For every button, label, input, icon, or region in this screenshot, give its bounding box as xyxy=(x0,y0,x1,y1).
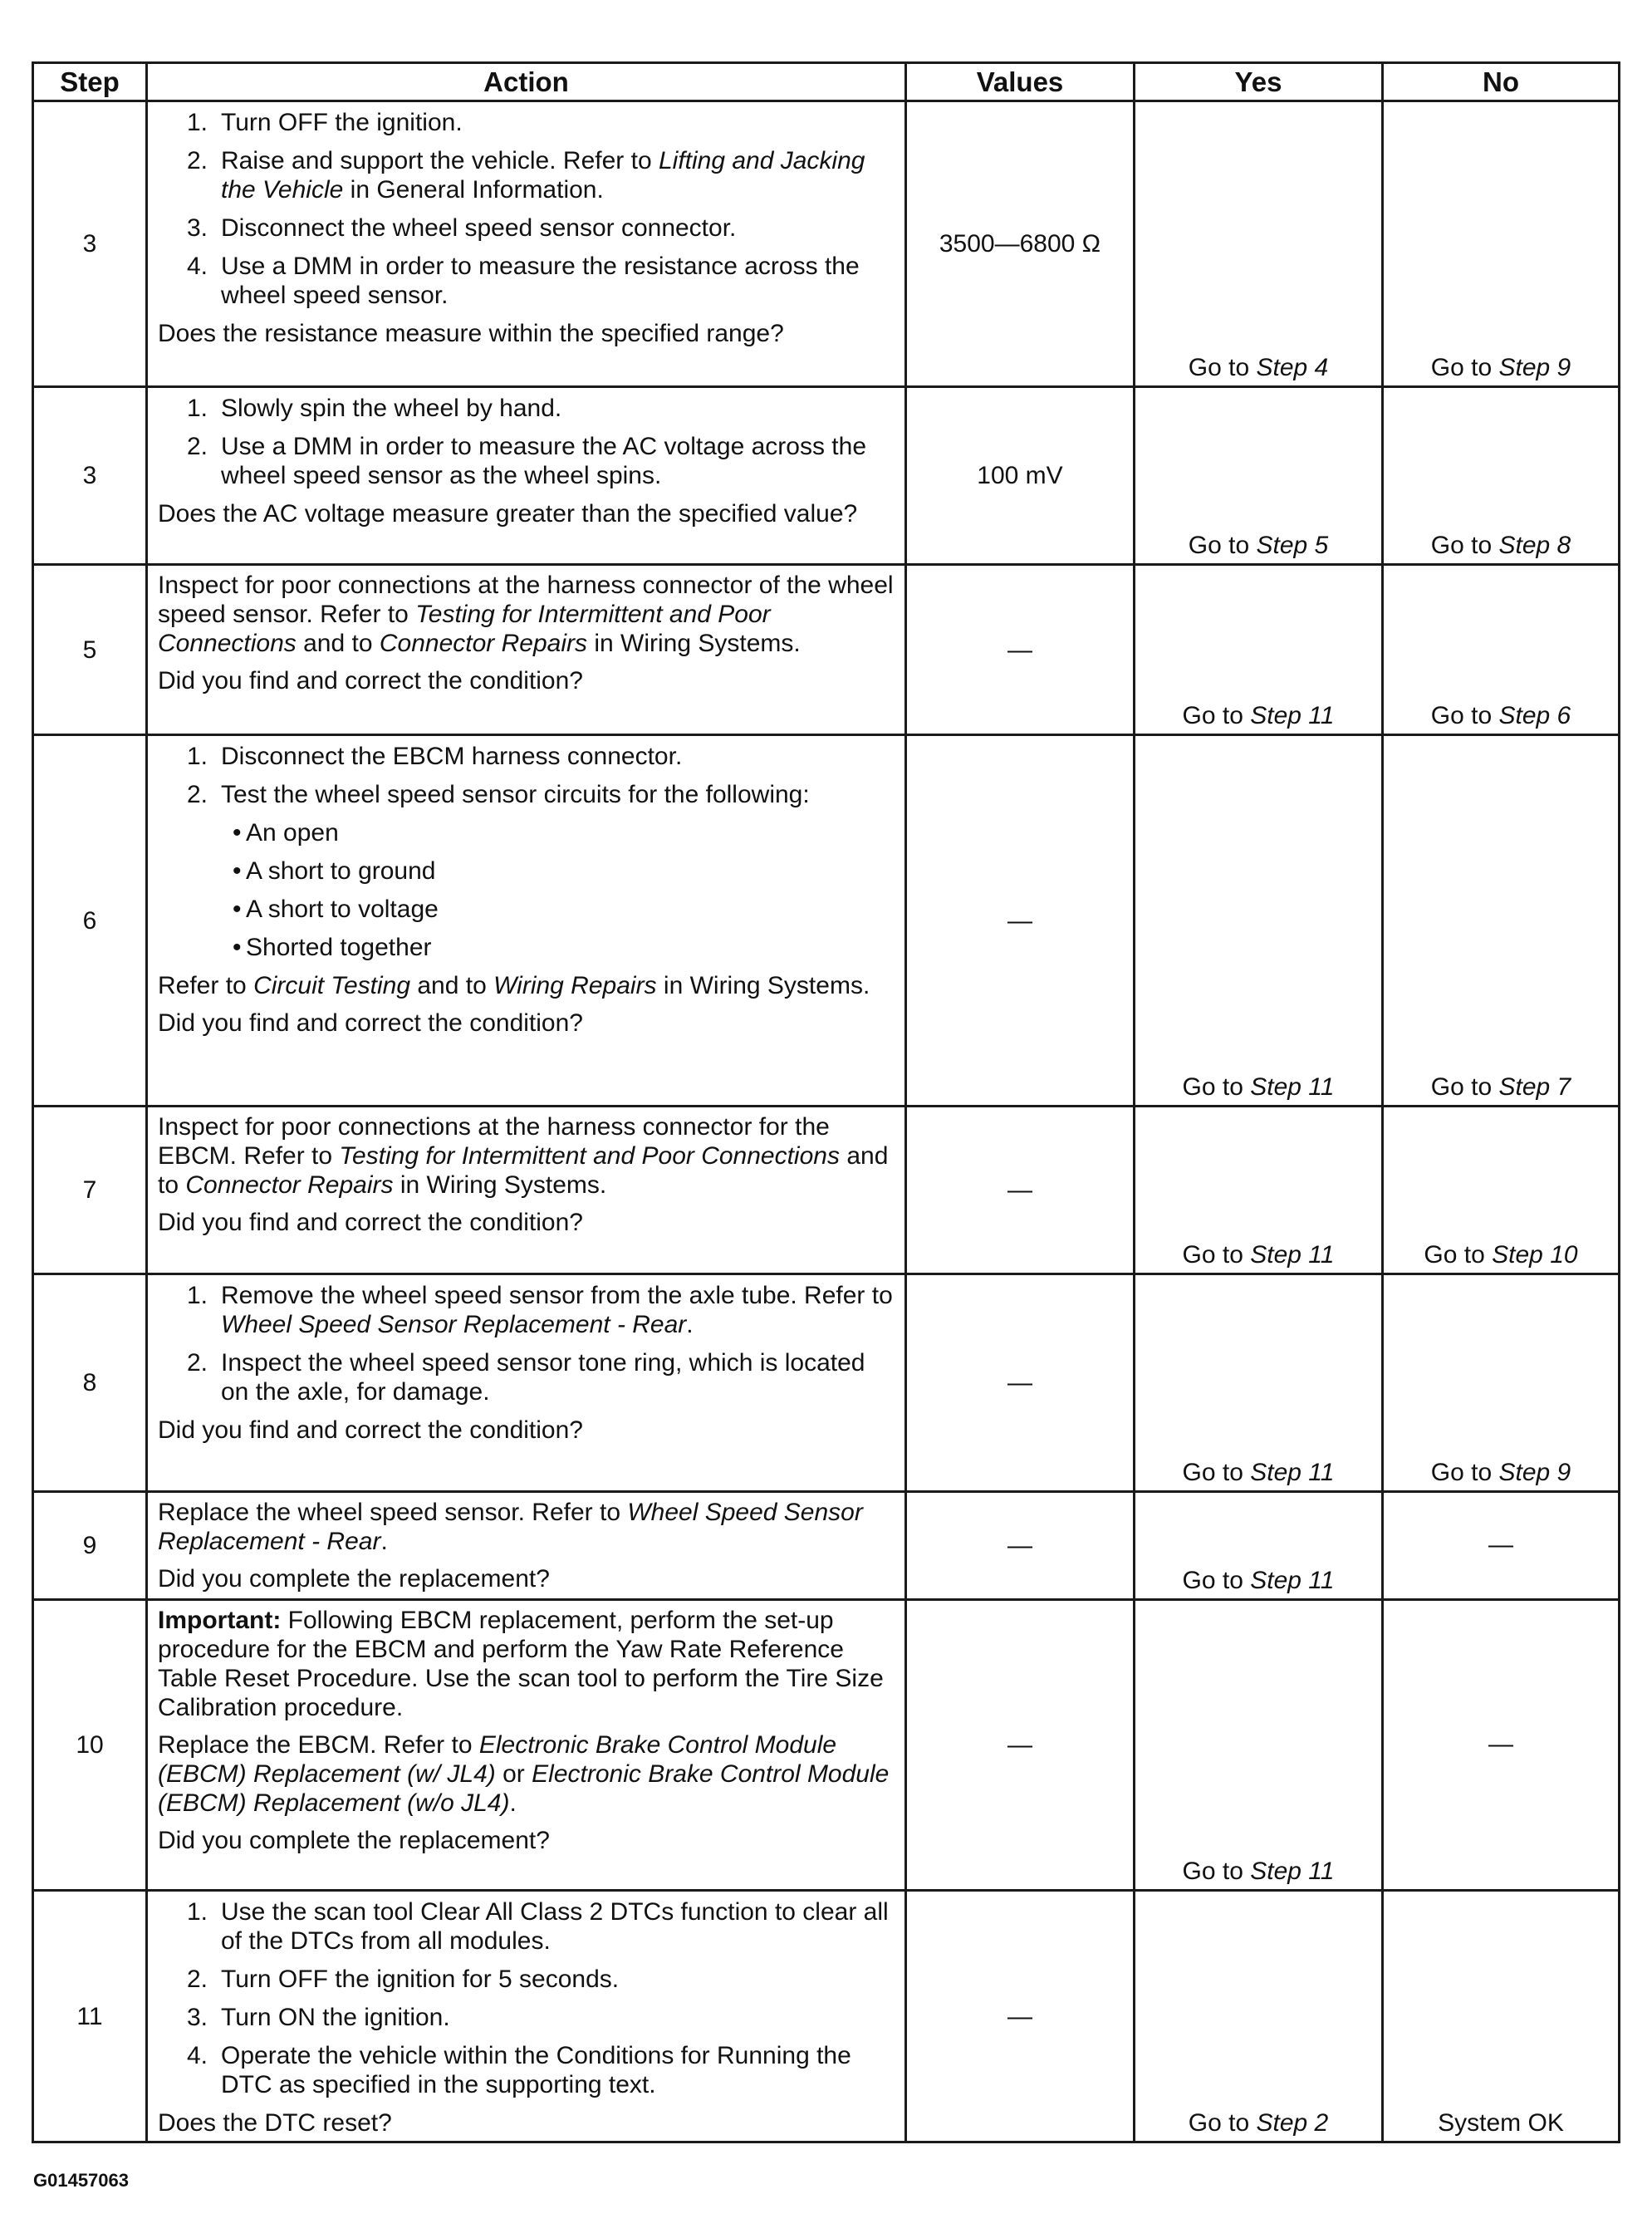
item-number: 2. xyxy=(186,147,208,174)
item-text: Operate the vehicle within the Conditions for Running the DTC as specified in the supporting text. xyxy=(221,2042,851,2098)
table-row xyxy=(33,1492,1620,1600)
numbered-item xyxy=(158,2041,898,2099)
italic-ref: Wheel Speed Sensor Replacement - Rear xyxy=(221,1311,687,1338)
step-number: 5 xyxy=(33,565,147,735)
bullet-item xyxy=(158,856,898,886)
value-cell: — xyxy=(906,1492,1135,1600)
table-row xyxy=(33,101,1620,387)
action-question: Did you find and correct the condition? xyxy=(158,667,583,694)
numbered-item xyxy=(158,394,898,423)
bullet-text: An open xyxy=(246,819,339,847)
action-cell xyxy=(147,1891,906,2142)
italic-ref: Lifting and Jacking the Vehicle xyxy=(221,147,865,204)
item-text: Turn OFF the ignition for 5 seconds. xyxy=(221,1966,620,1993)
figure-id: G01457063 xyxy=(33,2170,129,2191)
action-cell xyxy=(147,735,906,1107)
step-number: 3 xyxy=(33,387,147,565)
text-run: . xyxy=(380,1528,388,1555)
goto-text: Go to xyxy=(1430,1459,1499,1486)
goto-text: Go to xyxy=(1182,702,1251,729)
italic-ref: Electronic Brake Control Module (EBCM) Replacement (w/o JL4) xyxy=(158,1760,890,1817)
bullet-icon: • xyxy=(233,857,242,885)
step-number: 3 xyxy=(33,101,147,387)
goto-step-link[interactable]: Step 11 xyxy=(1250,702,1335,729)
text-run: in Wiring Systems. xyxy=(656,972,870,999)
table-row xyxy=(33,1107,1620,1274)
goto-step-link[interactable]: Step 2 xyxy=(1256,2109,1329,2137)
item-number: 1. xyxy=(186,109,208,136)
goto-text: Go to xyxy=(1182,1459,1251,1486)
italic-ref: Testing for Intermittent and Poor Connections xyxy=(339,1142,840,1170)
item-number: 4. xyxy=(186,253,208,280)
no-outcome: System OK xyxy=(1383,1891,1620,2142)
yes-outcome xyxy=(1135,101,1383,387)
no-outcome xyxy=(1383,565,1620,735)
text-run: Inspect for poor connections at the harness connector of the wheel speed sensor. Refer to xyxy=(158,572,894,628)
yes-outcome xyxy=(1135,1107,1383,1274)
step-number: 9 xyxy=(33,1492,147,1600)
header-row xyxy=(33,63,1620,101)
numbered-item xyxy=(158,432,898,490)
yes-outcome xyxy=(1135,1891,1383,2142)
item-number: 2. xyxy=(186,1349,208,1377)
text-run: Refer to xyxy=(158,972,254,999)
yes-outcome xyxy=(1135,1492,1383,1600)
table-row xyxy=(33,387,1620,565)
text-run: in General Information. xyxy=(343,176,604,204)
italic-ref: Wiring Repairs xyxy=(493,972,657,999)
goto-text: Go to xyxy=(1424,1241,1493,1269)
text-run: . xyxy=(509,1789,517,1817)
table-row xyxy=(33,1600,1620,1891)
numbered-item xyxy=(158,1348,898,1406)
goto-text: Go to xyxy=(1182,1241,1251,1269)
bold-label: Important: xyxy=(158,1607,282,1634)
value-cell: — xyxy=(906,1891,1135,2142)
no-outcome xyxy=(1383,101,1620,387)
table-body xyxy=(33,101,1620,2142)
goto-step-link[interactable]: Step 6 xyxy=(1498,702,1571,729)
goto-step-link[interactable]: Step 4 xyxy=(1256,354,1329,381)
goto-step-link[interactable]: Step 11 xyxy=(1250,1241,1335,1269)
step-number: 11 xyxy=(33,1891,147,2142)
item-number: 3. xyxy=(186,214,208,242)
bullet-item xyxy=(158,933,898,962)
text-run: or xyxy=(495,1760,532,1788)
text-run: and to xyxy=(158,1142,889,1199)
yes-outcome xyxy=(1135,735,1383,1107)
bullet-item xyxy=(158,895,898,924)
step-number: 10 xyxy=(33,1600,147,1891)
value-cell: 3500—6800 Ω xyxy=(906,101,1135,387)
header-values: Values xyxy=(906,63,1135,101)
table-row xyxy=(33,565,1620,735)
item-number: 1. xyxy=(186,1898,208,1926)
bullet-icon: • xyxy=(233,934,242,961)
goto-step-link[interactable]: Step 11 xyxy=(1250,1459,1335,1486)
item-number: 2. xyxy=(186,1966,208,1993)
goto-text: Go to xyxy=(1430,532,1499,559)
value-cell: — xyxy=(906,1274,1135,1492)
yes-outcome xyxy=(1135,1600,1383,1891)
goto-step-link[interactable]: Step 8 xyxy=(1498,532,1571,559)
numbered-item xyxy=(158,1897,898,1956)
text-run: Replace the EBCM. Refer to xyxy=(158,1731,479,1759)
numbered-item xyxy=(158,1965,898,1994)
italic-ref: Circuit Testing xyxy=(253,972,411,999)
item-text: Turn ON the ignition. xyxy=(221,2004,450,2031)
text-run: and to xyxy=(410,972,494,999)
numbered-item xyxy=(158,1281,898,1339)
numbered-item xyxy=(158,146,898,204)
action-question: Does the resistance measure within the specified range? xyxy=(158,320,784,347)
text-run: Inspect for poor connections at the harness connector for the EBCM. Refer to xyxy=(158,1113,830,1170)
header-no: No xyxy=(1383,63,1620,101)
value-cell: — xyxy=(906,1107,1135,1274)
action-cell xyxy=(147,565,906,735)
item-number: 4. xyxy=(186,2042,208,2069)
action-cell xyxy=(147,387,906,565)
goto-step-link[interactable]: Step 9 xyxy=(1498,354,1571,381)
italic-ref: Connector Repairs xyxy=(379,630,587,657)
item-number: 1. xyxy=(186,395,208,422)
text-run: in Wiring Systems. xyxy=(393,1171,607,1199)
action-cell xyxy=(147,1107,906,1274)
item-text: Use a DMM in order to measure the resistance across the wheel speed sensor. xyxy=(221,253,860,309)
item-text: Disconnect the EBCM harness connector. xyxy=(221,743,683,770)
item-text: Slowly spin the wheel by hand. xyxy=(221,395,562,422)
no-outcome xyxy=(1383,387,1620,565)
action-paragraph xyxy=(158,1498,898,1556)
value-cell: — xyxy=(906,1600,1135,1891)
value-cell: — xyxy=(906,565,1135,735)
no-outcome: — xyxy=(1383,1492,1620,1600)
no-outcome xyxy=(1383,1107,1620,1274)
text-run: Remove the wheel speed sensor from the axle tube. Refer to xyxy=(221,1282,893,1309)
item-text: Turn OFF the ignition. xyxy=(221,109,463,136)
yes-outcome xyxy=(1135,387,1383,565)
value-cell: — xyxy=(906,735,1135,1107)
bullet-icon: • xyxy=(233,896,242,923)
value-cell: 100 mV xyxy=(906,387,1135,565)
no-outcome: — xyxy=(1383,1600,1620,1891)
action-cell xyxy=(147,101,906,387)
action-question: Does the DTC reset? xyxy=(158,2109,392,2137)
action-paragraph xyxy=(158,1606,898,1722)
item-number: 2. xyxy=(186,781,208,808)
item-text: Test the wheel speed sensor circuits for the following: xyxy=(221,781,810,808)
bullet-text: A short to voltage xyxy=(246,896,439,923)
numbered-item xyxy=(158,780,898,809)
step-number: 6 xyxy=(33,735,147,1107)
header-step: Step xyxy=(33,63,147,101)
action-cell xyxy=(147,1600,906,1891)
item-text: Inspect the wheel speed sensor tone ring, which is located on the axle, for damage. xyxy=(221,1349,865,1406)
italic-ref: Connector Repairs xyxy=(185,1171,394,1199)
diagnostic-table xyxy=(32,61,1620,2143)
action-paragraph xyxy=(158,971,898,1000)
yes-outcome xyxy=(1135,1274,1383,1492)
item-number: 2. xyxy=(186,433,208,460)
action-question: Did you complete the replacement? xyxy=(158,1565,550,1593)
step-number: 7 xyxy=(33,1107,147,1274)
table-row xyxy=(33,1274,1620,1492)
goto-step-link[interactable]: Step 5 xyxy=(1256,532,1329,559)
yes-outcome xyxy=(1135,565,1383,735)
action-paragraph xyxy=(158,1730,898,1818)
bullet-item xyxy=(158,818,898,847)
goto-text: Go to xyxy=(1182,1567,1251,1594)
goto-step-link[interactable]: Step 11 xyxy=(1250,1858,1335,1885)
action-question: Does the AC voltage measure greater than the specified value? xyxy=(158,500,858,528)
text-run: Raise and support the vehicle. Refer to xyxy=(221,147,659,174)
item-text: Use a DMM in order to measure the AC voltage across the wheel speed sensor as the wheel spins. xyxy=(221,433,867,489)
action-question: Did you find and correct the condition? xyxy=(158,1416,583,1444)
goto-text: Go to xyxy=(1430,354,1499,381)
goto-text: Go to xyxy=(1430,1073,1499,1101)
numbered-item xyxy=(158,108,898,137)
no-outcome xyxy=(1383,735,1620,1107)
item-text: Disconnect the wheel speed sensor connector. xyxy=(221,214,737,242)
italic-ref: Electronic Brake Control Module (EBCM) Replacement (w/ JL4) xyxy=(158,1731,837,1788)
text-run: Following EBCM replacement, perform the set-up procedure for the EBCM and perform the Yaw Rate Reference Table Reset Procedure. Use the scan tool to perform the Tire Size Calibration procedure. xyxy=(158,1607,884,1721)
step-number: 8 xyxy=(33,1274,147,1492)
italic-ref: Testing for Intermittent and Poor Connections xyxy=(158,601,771,657)
numbered-item xyxy=(158,742,898,771)
bullet-icon: • xyxy=(233,819,242,847)
goto-text: Go to xyxy=(1188,354,1257,381)
numbered-item xyxy=(158,252,898,310)
text-run: . xyxy=(686,1311,694,1338)
action-question: Did you find and correct the condition? xyxy=(158,1209,583,1236)
action-cell xyxy=(147,1274,906,1492)
action-question: Did you find and correct the condition? xyxy=(158,1009,583,1037)
no-outcome xyxy=(1383,1274,1620,1492)
numbered-item xyxy=(158,213,898,243)
action-cell xyxy=(147,1492,906,1600)
goto-text: Go to xyxy=(1182,1858,1251,1885)
goto-step-link[interactable]: Step 11 xyxy=(1250,1073,1335,1101)
goto-text: Go to xyxy=(1430,702,1499,729)
numbered-item xyxy=(158,2003,898,2032)
goto-text: Go to xyxy=(1182,1073,1251,1101)
goto-step-link[interactable]: Step 9 xyxy=(1498,1459,1571,1486)
table-row xyxy=(33,735,1620,1107)
item-number: 1. xyxy=(186,743,208,770)
item-number: 1. xyxy=(186,1282,208,1309)
action-question: Did you complete the replacement? xyxy=(158,1827,550,1854)
bullet-text: A short to ground xyxy=(246,857,436,885)
italic-ref: Wheel Speed Sensor Replacement - Rear xyxy=(158,1499,863,1555)
text-run: in Wiring Systems. xyxy=(586,630,801,657)
bullet-text: Shorted together xyxy=(246,934,432,961)
item-number: 3. xyxy=(186,2004,208,2031)
text-run: Replace the wheel speed sensor. Refer to xyxy=(158,1499,628,1526)
header-yes: Yes xyxy=(1135,63,1383,101)
header-action: Action xyxy=(147,63,906,101)
action-paragraph xyxy=(158,571,898,658)
text-run: and to xyxy=(296,630,380,657)
goto-step-link[interactable]: Step 7 xyxy=(1498,1073,1571,1101)
goto-text: Go to xyxy=(1188,2109,1257,2137)
action-paragraph xyxy=(158,1112,898,1200)
goto-step-link[interactable]: Step 10 xyxy=(1492,1241,1578,1269)
goto-step-link[interactable]: Step 11 xyxy=(1250,1567,1335,1594)
table-row xyxy=(33,1891,1620,2142)
item-text: Use the scan tool Clear All Class 2 DTCs function to clear all of the DTCs from all modules. xyxy=(221,1898,889,1955)
goto-text: Go to xyxy=(1188,532,1257,559)
